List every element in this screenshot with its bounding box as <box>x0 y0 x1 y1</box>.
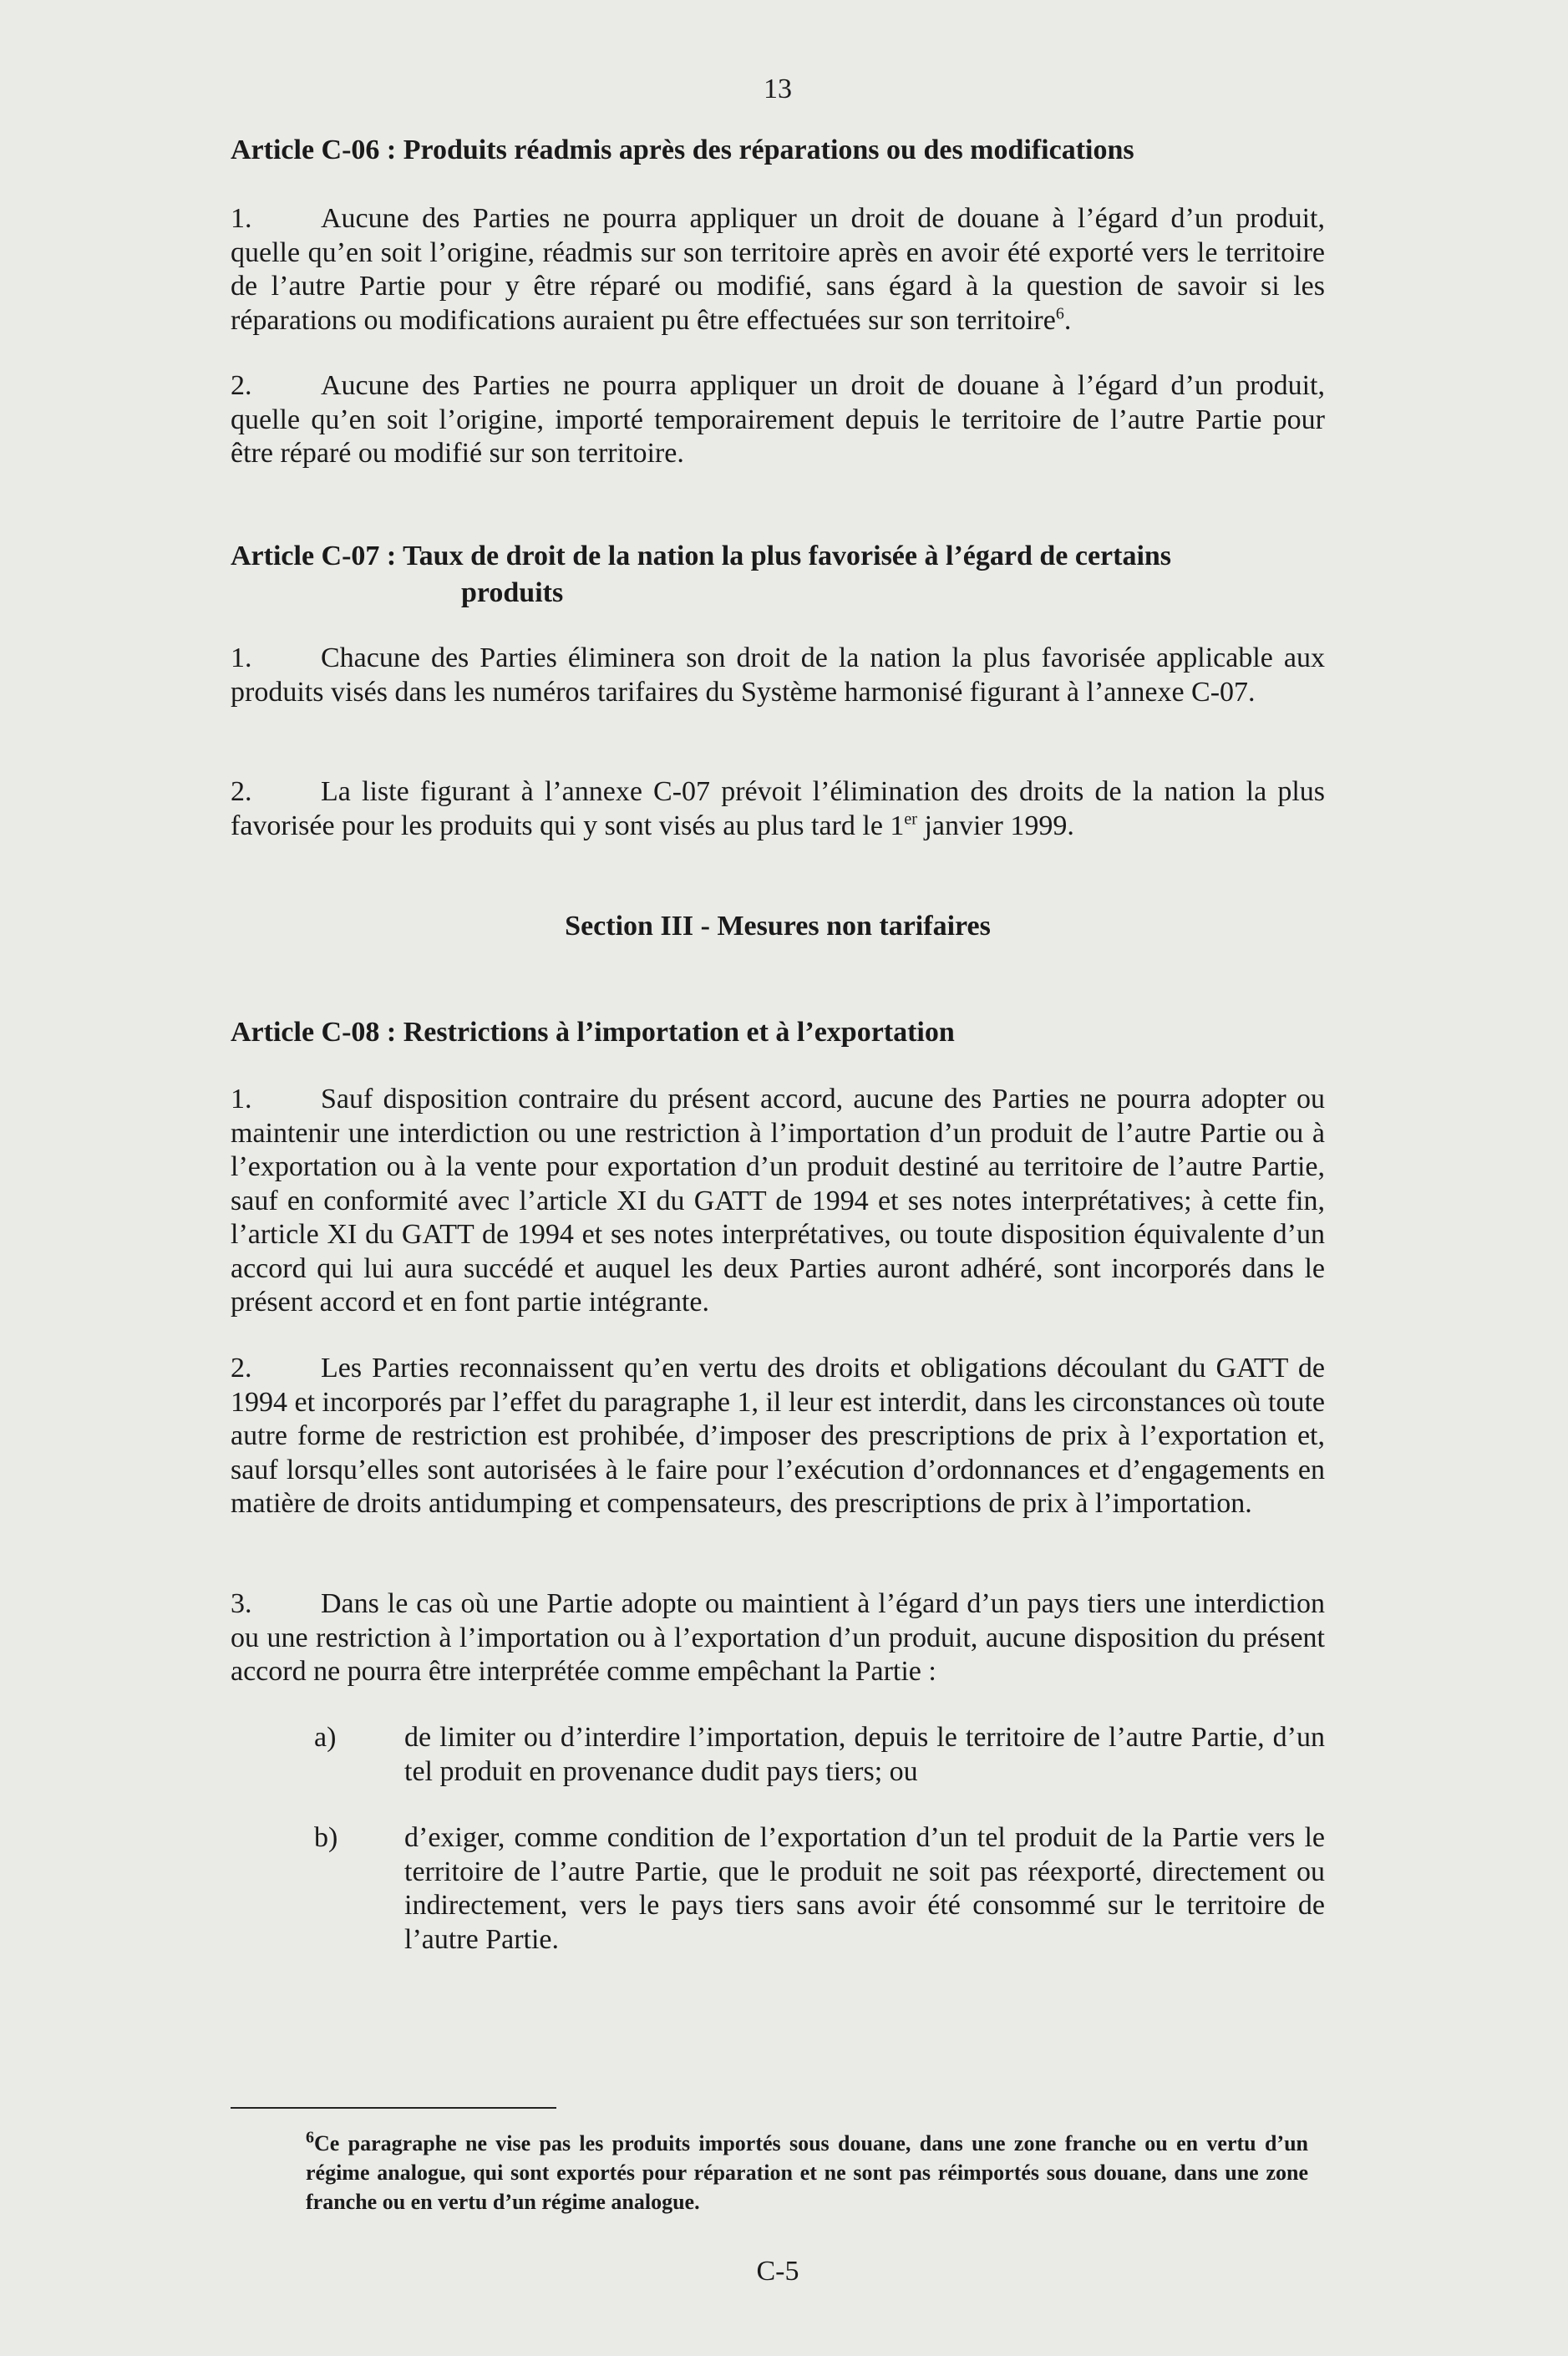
article-c07-title-line-2: produits <box>461 577 564 608</box>
paragraph-text: Dans le cas où une Partie adopte ou maintient à l’égard d’un pays tiers une interdiction ou une restriction à l’importation ou à l’exportation d’un produit, aucune disposition du présent accord ne pourra être interprétée comme empêchant la Partie : <box>231 1588 1325 1687</box>
footnote-separator <box>231 2107 556 2109</box>
paragraph-text: Aucune des Parties ne pourra appliquer un droit de douane à l’égard d’un produit, quelle qu’en soit l’origine, importé temporairement depuis le territoire de l’autre Partie pour être réparé ou modifié sur son territoire. <box>231 370 1325 469</box>
list-item-text: de limiter ou d’interdire l’importation, depuis le territoire de l’autre Partie, d’un tel produit en provenance dudit pays tiers; ou <box>404 1722 1325 1787</box>
paragraph-text: Les Parties reconnaissent qu’en vertu des droits et obligations découlant du GATT de 1994 et incorporés par l’effet du paragraphe 1, il leur est interdit, dans les circonstances où toute autre forme de restriction est prohibée, d’imposer des prescriptions de prix à l’exportation et, sauf lorsqu’elles sont autorisées à le faire pour l’exécution d’ordonnances et d’engagements en matière de droits antidumping et compensateurs, des prescriptions de prix à l’importation. <box>231 1353 1325 1519</box>
paragraph-number: 2. <box>231 370 252 401</box>
list-item <box>231 1721 1325 1789</box>
paragraph-text: Aucune des Parties ne pourra appliquer un droit de douane à l’égard d’un produit, quelle qu’en soit l’origine, réadmis sur son territoire après en avoir été exporté vers le territoire de l’autre Partie pour y être réparé ou modifié, sans égard à la question de savoir si les réparations ou modifications auraient pu être effectuées sur son territoire <box>231 203 1325 336</box>
list-item-marker: b) <box>314 1822 338 1853</box>
paragraph-text: La liste figurant à l’annexe C-07 prévoit l’élimination des droits de la nation la plus favorisée pour les produits qui y sont visés au plus tard le 1 <box>231 776 1325 841</box>
page-footer-label: C-5 <box>756 2256 799 2287</box>
article-c08-paragraph-2 <box>231 1352 1325 1521</box>
superscript: er <box>904 810 917 829</box>
list-item-marker: a) <box>314 1722 337 1753</box>
article-c08-paragraph-3 <box>231 1587 1325 1689</box>
article-c06-paragraph-1 <box>231 202 1325 338</box>
footnote <box>231 2129 1308 2216</box>
paragraph-text: Chacune des Parties éliminera son droit de la nation la plus favorisée applicable aux produits visés dans les numéros tarifaires du Système harmonisé figurant à l’annexe C-07. <box>231 642 1325 708</box>
footnote-reference: 6 <box>1055 304 1064 323</box>
article-c08-title: Article C-08 : Restrictions à l’importation et à l’exportation <box>231 1017 955 1048</box>
article-c08-paragraph-1 <box>231 1083 1325 1320</box>
footnote-body <box>231 2129 1308 2216</box>
paragraph-number: 1. <box>231 642 252 673</box>
paragraph-end: janvier 1999. <box>916 810 1074 841</box>
article-c07-paragraph-2 <box>231 775 1325 843</box>
list-item <box>231 1821 1325 1957</box>
footnote-number: 6 <box>306 2128 314 2147</box>
paragraph-number: 2. <box>231 776 252 807</box>
article-c07-title-line-1: Article C-07 : Taux de droit de la nation la plus favorisée à l’égard de certains <box>231 541 1172 571</box>
paragraph-end: . <box>1063 304 1072 336</box>
paragraph-number: 1. <box>231 1084 252 1115</box>
list-item-text: d’exiger, comme condition de l’exportation d’un tel produit de la Partie vers le territoire de l’autre Partie, que le produit ne soit pas réexporté, directement ou indirectement, vers le pays tiers sans avoir été consommé sur le territoire de l’autre Partie. <box>404 1822 1325 1955</box>
article-c06-paragraph-2 <box>231 369 1325 471</box>
footnote-text: Ce paragraphe ne vise pas les produits importés sous douane, dans une zone franche ou en vertu d’un régime analogue, qui sont exportés pour réparation et ne sont pas réimportés sous douane, dans une zone franche ou en vertu d’un régime analogue. <box>306 2131 1308 2214</box>
paragraph-number: 1. <box>231 203 252 234</box>
page-number: 13 <box>764 74 792 104</box>
article-c06-title: Article C-06 : Produits réadmis après des réparations ou des modifications <box>231 135 1134 165</box>
article-c07-title <box>231 538 1171 612</box>
section-iii-title: Section III - Mesures non tarifaires <box>565 911 991 942</box>
paragraph-text: Sauf disposition contraire du présent accord, aucune des Parties ne pourra adopter ou maintenir une interdiction ou une restriction à l’importation d’un produit de l’autre Partie ou à l’exportation ou à la vente pour exportation d’un produit destiné au territoire de l’autre Partie, sauf en conformité avec l’article XI du GATT de 1994 et ses notes interprétatives; à cette fin, l’article XI du GATT de 1994 et ses notes interprétatives, ou toute disposition équivalente d’un accord qui lui aura succédé et auquel les deux Parties auront adhéré, sont incorporés dans le présent accord et en font partie intégrante. <box>231 1084 1325 1318</box>
paragraph-number: 2. <box>231 1353 252 1384</box>
article-c07-paragraph-1 <box>231 642 1325 709</box>
paragraph-number: 3. <box>231 1588 252 1619</box>
